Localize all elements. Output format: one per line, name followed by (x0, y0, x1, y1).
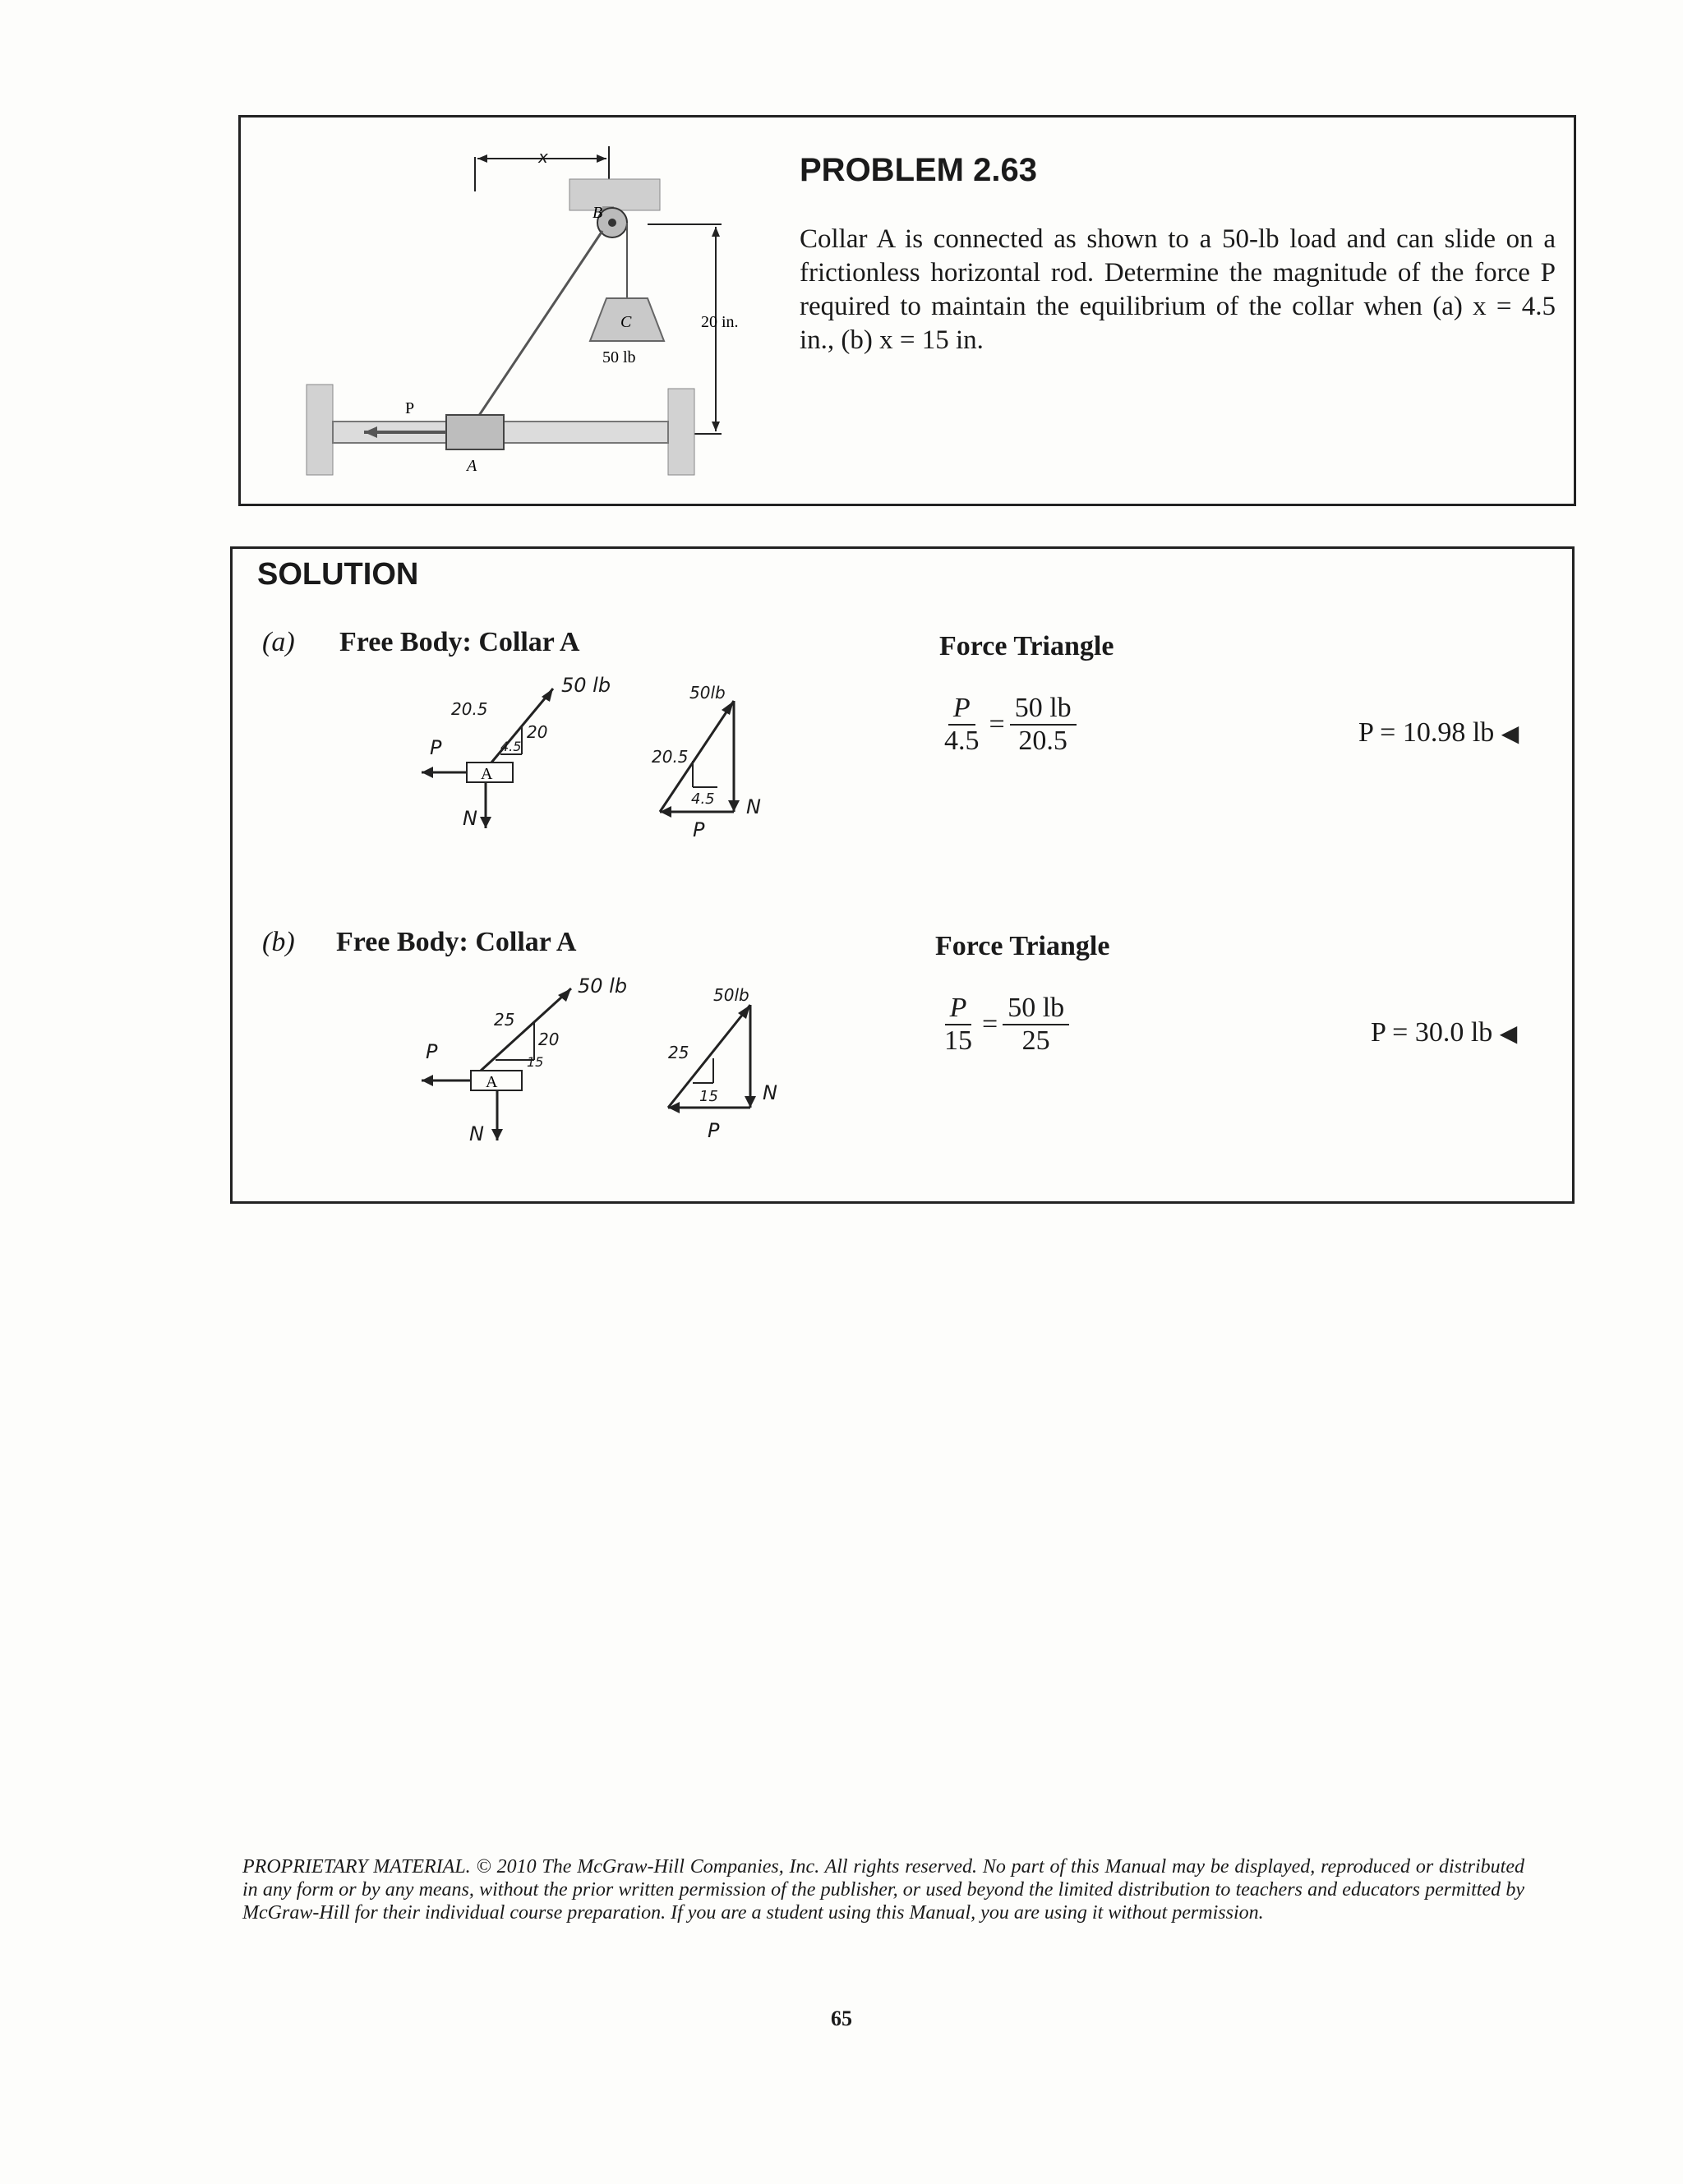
part-b-fbd-horiz: 15 (527, 1054, 544, 1070)
part-a-fbd-p: P (430, 736, 442, 759)
part-a-eq-rhs-den: 20.5 (1018, 726, 1067, 756)
part-b-fbd-p: P (426, 1040, 438, 1063)
part-b-eq-rhs-den: 25 (1021, 1025, 1050, 1056)
part-b-triangle-force: 50lb (713, 985, 749, 1005)
problem-box (238, 115, 1576, 506)
part-b-force-triangle-heading: Force Triangle (935, 931, 1110, 961)
page-number: 65 (831, 2007, 852, 2030)
part-b-triangle-hyp: 25 (668, 1043, 689, 1062)
solution-title: SOLUTION (257, 557, 419, 592)
part-b-triangle-horiz: 15 (699, 1088, 718, 1105)
part-a-equation (939, 693, 1077, 757)
part-a-triangle-force: 50lb (689, 683, 726, 703)
part-a-free-body-heading: Free Body: Collar A (339, 627, 580, 657)
figure-label-b: B (593, 204, 603, 222)
part-a-triangle-n: N (746, 795, 761, 818)
part-a-fbd-force: 50 lb (561, 674, 611, 697)
figure-label-height: 20 in. (701, 313, 739, 331)
part-b-fbd-collar: A (486, 1073, 498, 1091)
part-b-answer: P = 30.0 lb (1371, 1017, 1493, 1048)
part-b-triangle-p: P (708, 1119, 720, 1142)
part-a-fbd-collar: A (481, 765, 493, 783)
part-b-label: (b) (262, 927, 295, 957)
part-b-eq-sign: = (982, 1009, 998, 1039)
part-b-eq-lhs-den: 15 (944, 1025, 972, 1056)
part-a-eq-rhs-num: 50 lb (1010, 693, 1077, 726)
part-a-eq-sign: = (989, 709, 1005, 740)
part-a-diagrams (307, 672, 816, 861)
part-b-eq-rhs-num: 50 lb (1003, 993, 1069, 1025)
part-a-fbd-n: N (463, 807, 477, 830)
part-a-eq-lhs-num: P (948, 693, 975, 726)
part-b-free-body-heading: Free Body: Collar A (336, 927, 577, 957)
problem-text: Collar A is connected as shown to a 50-lb load and can slide on a frictionless horizontal rod. Determine the magnitude of the force P required to maintain the equilibrium of the collar when (a) x = 4.5 in., (b) x = 15 in. (800, 224, 1556, 355)
part-a-triangle-p: P (693, 818, 705, 841)
part-a-answer-row (1358, 717, 1519, 749)
part-b-eq-lhs-num: P (945, 993, 972, 1025)
part-b-fbd-n: N (469, 1122, 484, 1145)
figure-label-x: x (538, 147, 548, 167)
figure-label-c: C (620, 313, 632, 331)
part-a-fbd-horiz: 4.5 (500, 739, 522, 754)
problem-title: PROBLEM 2.63 (800, 152, 1037, 188)
part-b-fbd-force: 50 lb (578, 976, 628, 998)
part-a-triangle-hyp: 20.5 (652, 747, 689, 767)
figure-label-a: A (467, 457, 477, 475)
left-triangle-icon: ◀ (1501, 721, 1519, 747)
part-b-answer-row (1371, 1017, 1517, 1048)
problem-figure (241, 117, 783, 504)
part-b-fbd-hyp: 25 (494, 1010, 515, 1030)
left-triangle-icon: ◀ (1499, 1021, 1518, 1047)
part-a-fbd-hyp: 20.5 (451, 699, 488, 719)
part-a-force-triangle-heading: Force Triangle (939, 631, 1114, 661)
part-b-diagrams (307, 976, 816, 1173)
figure-label-weight: 50 lb (602, 348, 636, 366)
part-a-triangle-horiz: 4.5 (691, 790, 715, 808)
part-b-equation (939, 993, 1069, 1057)
part-a-eq-lhs-den: 4.5 (944, 726, 980, 756)
part-b-fbd-vert: 20 (538, 1030, 560, 1049)
figure-label-p: P (405, 399, 415, 417)
part-a-answer: P = 10.98 lb (1358, 717, 1495, 748)
part-a-fbd-vert: 20 (527, 722, 548, 742)
part-b-triangle-n: N (763, 1081, 777, 1104)
part-a-label: (a) (262, 627, 295, 657)
footer-notice: PROPRIETARY MATERIAL. © 2010 The McGraw-Hill Companies, Inc. All rights reserved. No part of this Manual may be displayed, reproduced or distributed in any form or by any means, without the prior written permission of the publisher, or used beyond the limited distribution to teachers and educators permitted by McGraw-Hill for their individual course preparation. If you are a student using this Manual, you are using it without permission. (242, 1856, 1524, 1924)
solution-box (230, 546, 1575, 1204)
